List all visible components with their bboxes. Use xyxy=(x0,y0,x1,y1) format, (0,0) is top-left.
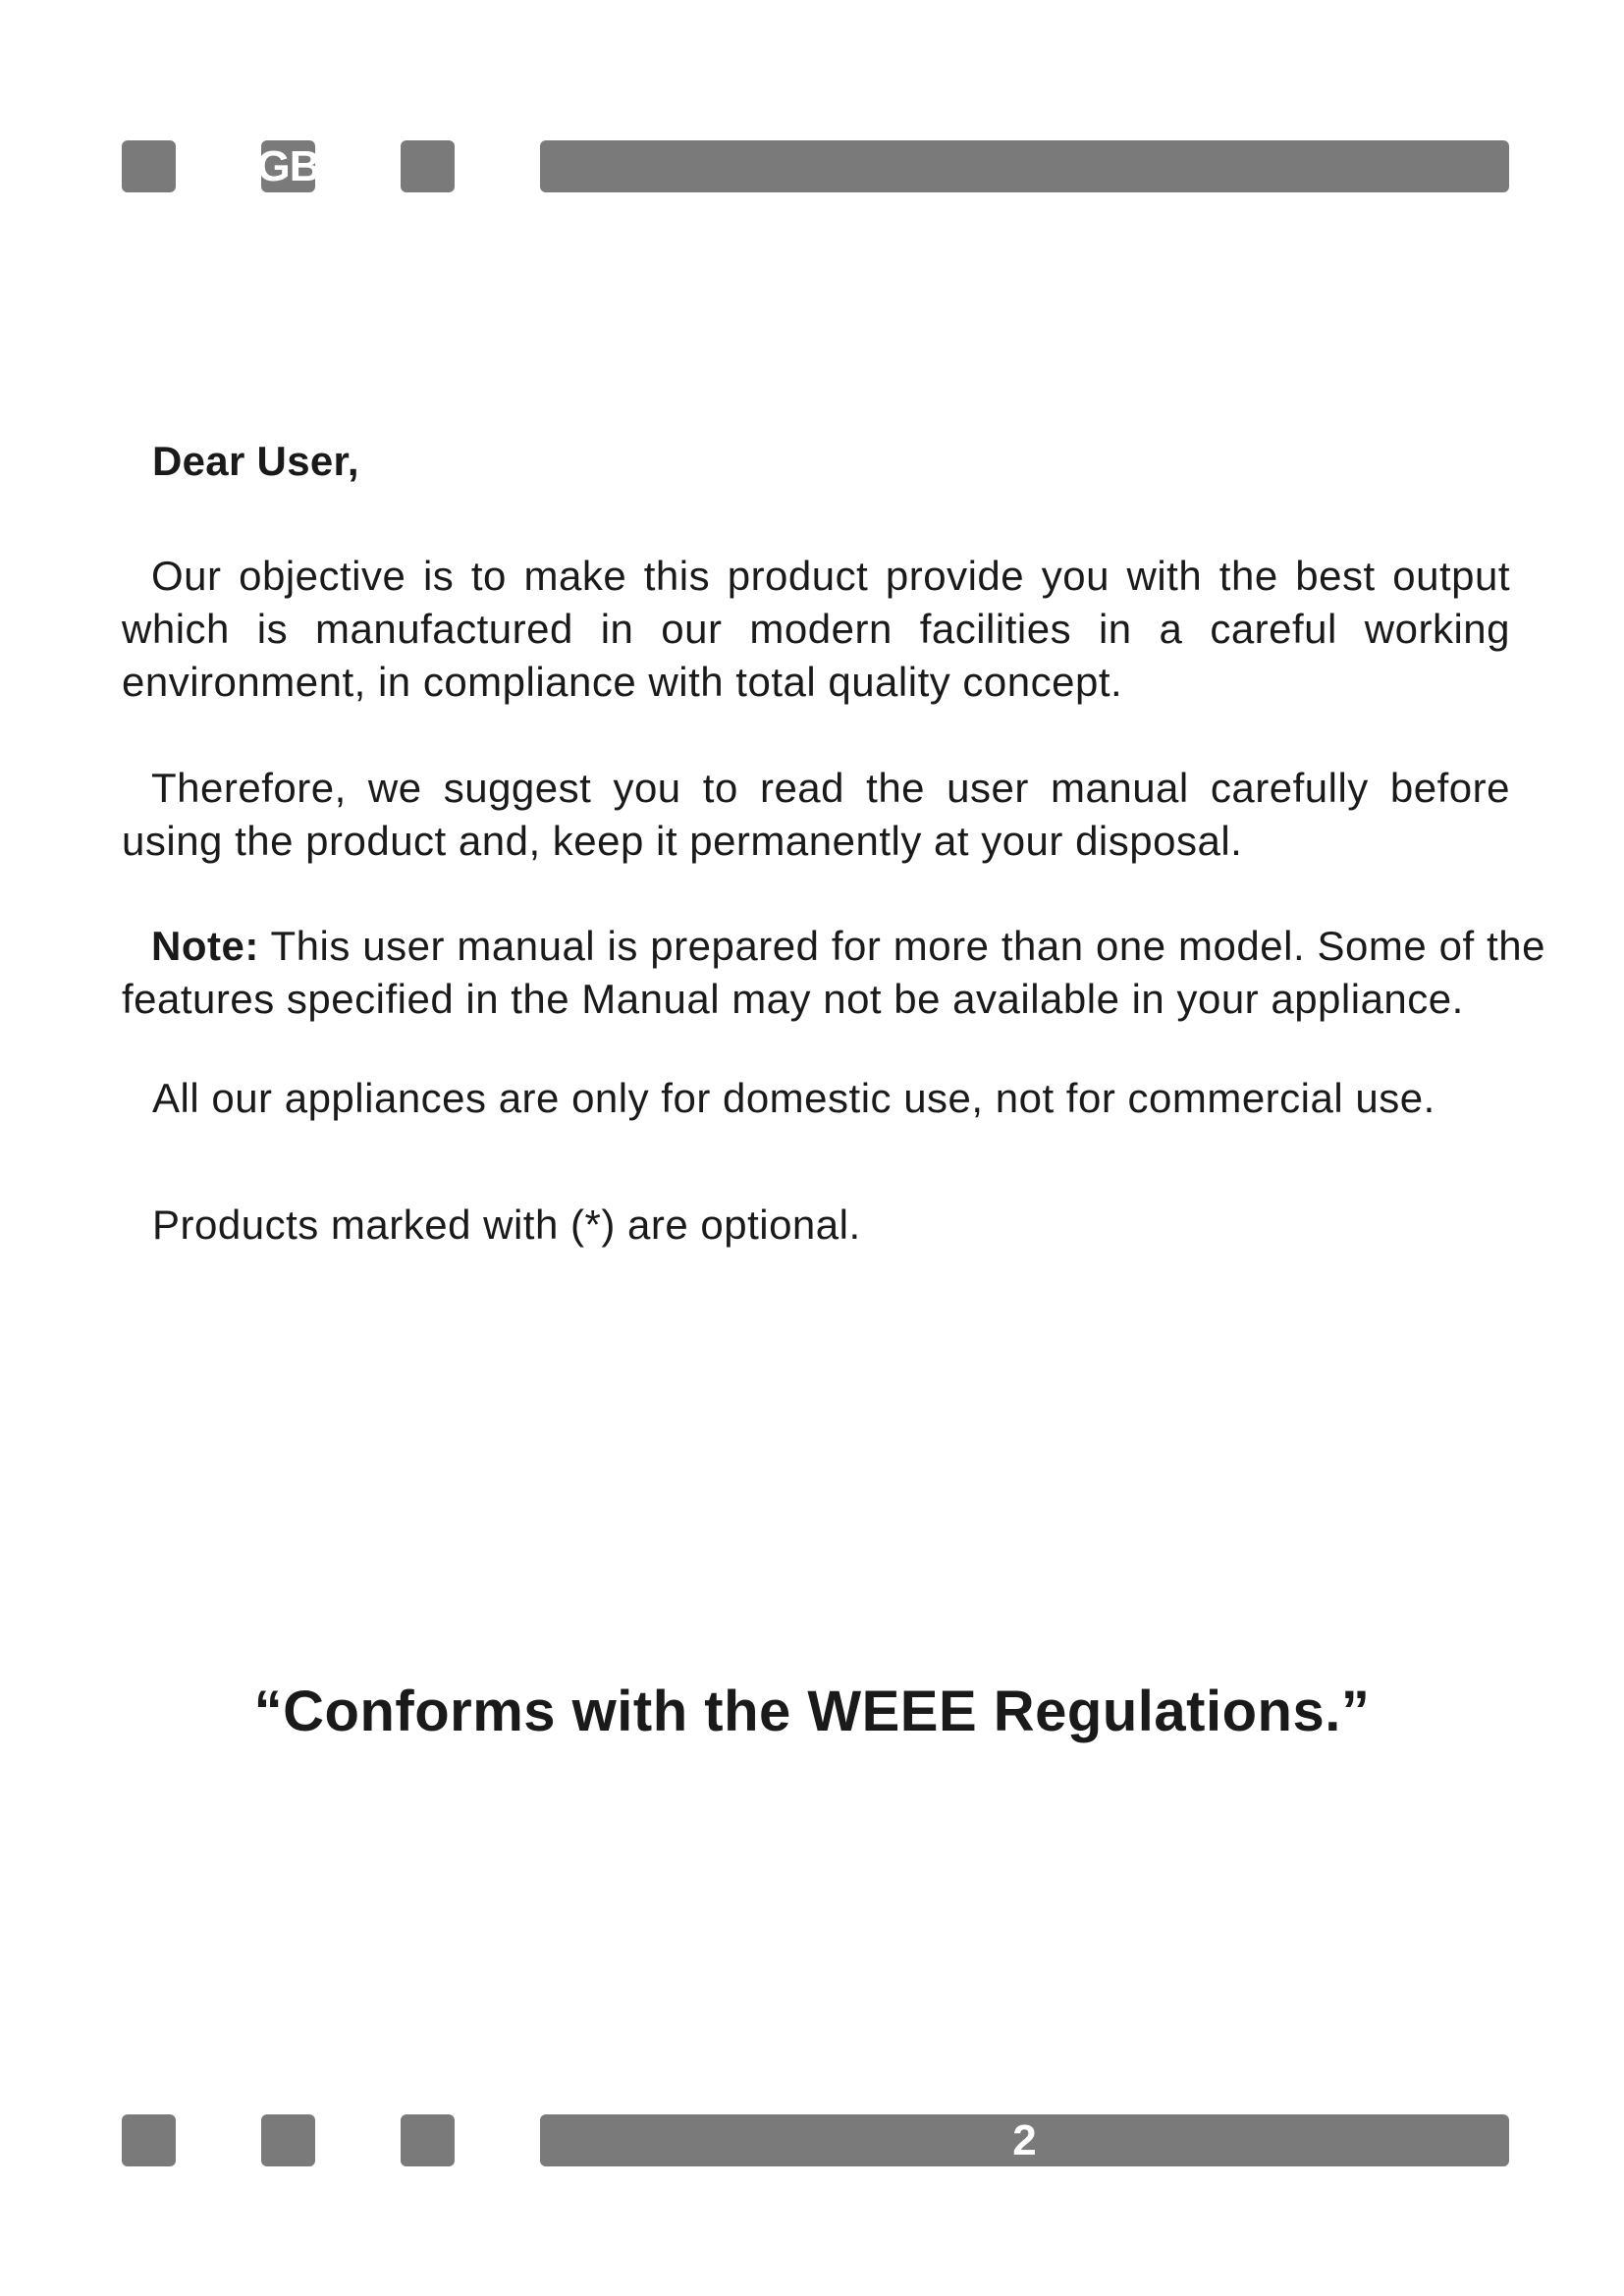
header-language-tag xyxy=(256,140,320,192)
weee-statement: “Conforms with the WEEE Regulations.” xyxy=(253,1680,1371,1743)
header-block-3 xyxy=(401,140,455,192)
paragraph-domestic-use: All our appliances are only for domestic use, not for commercial use. xyxy=(152,1075,1435,1121)
language-code: GB xyxy=(256,141,320,190)
note-label: Note: xyxy=(151,923,259,969)
paragraph-objective: Our objective is to make this product provide you with the best output which is manufactured in our modern facilities in a careful working environment, in compliance with total quality concept. xyxy=(122,553,1510,705)
page-number: 2 xyxy=(1012,2115,1037,2164)
footer-bar xyxy=(540,2114,1509,2166)
footer-block-1 xyxy=(122,2114,176,2166)
note-text: This user manual is prepared for more than one model. Some of the features specified in the Manual may not be available in your appliance. xyxy=(122,923,1545,1022)
paragraph-read-manual: Therefore, we suggest you to read the user manual carefully before using the product and, keep it permanently at your disposal. xyxy=(122,765,1510,864)
header-bar xyxy=(540,140,1509,192)
paragraph-note xyxy=(122,920,1545,1026)
greeting: Dear User, xyxy=(152,438,359,484)
paragraph-optional: Products marked with (*) are optional. xyxy=(152,1201,861,1248)
header-block-1 xyxy=(122,140,176,192)
footer-block-2 xyxy=(261,2114,315,2166)
footer-block-3 xyxy=(401,2114,455,2166)
